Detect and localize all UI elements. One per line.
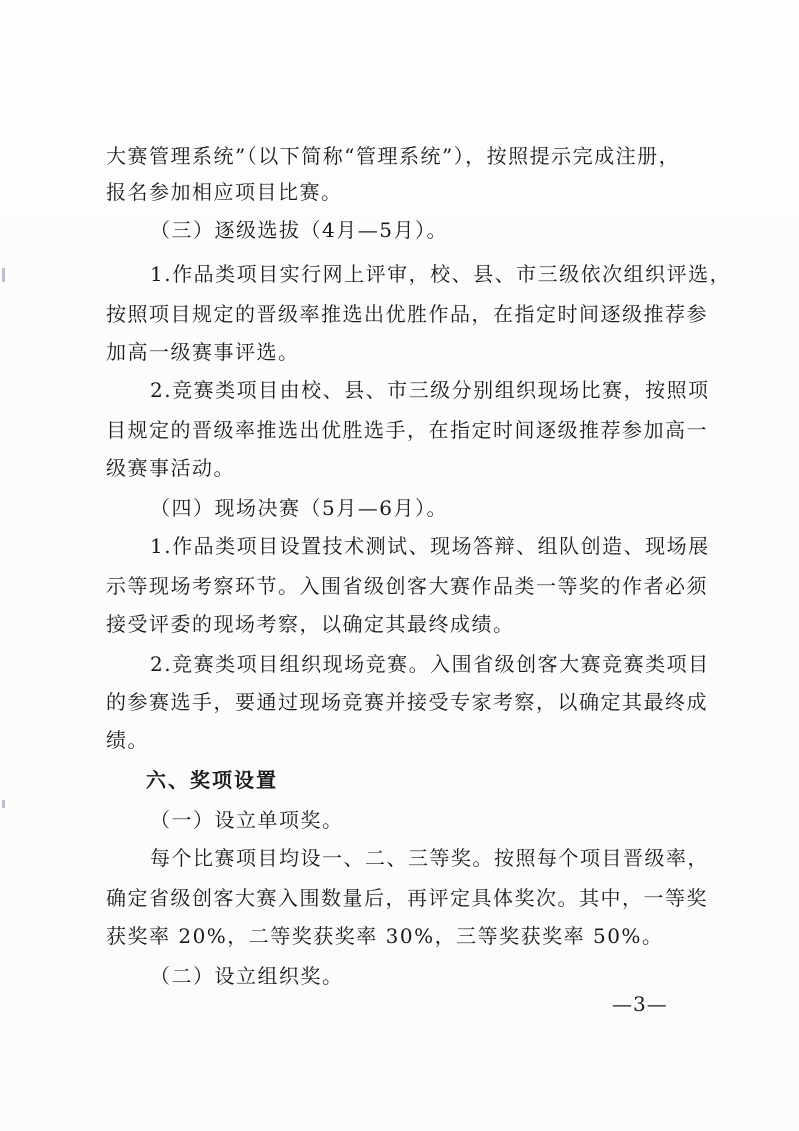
section-heading: （二）设立组织奖。 [150, 964, 344, 988]
section-heading: （三）逐级选拔（4月—5月）。 [150, 218, 448, 242]
scan-edge-mark [2, 268, 5, 282]
body-line: 大赛管理系统”（以下简称“管理系统”），按照提示完成注册， [106, 144, 681, 168]
section-heading: （四）现场决赛（5月—6月）。 [150, 496, 448, 520]
body-line: 的参赛选手，要通过现场竞赛并接受专家考察，以确定其最终成 [106, 690, 708, 714]
body-line: 级赛事活动。 [106, 456, 235, 480]
body-line: 2.竞赛类项目组织现场竞赛。入围省级创客大赛竞赛类项目 [150, 652, 710, 676]
scan-edge-mark [2, 800, 5, 808]
body-line: 报名参加相应项目比赛。 [106, 180, 343, 204]
body-line: 目规定的晋级率推选出优胜选手，在指定时间逐级推荐参加高一 [106, 418, 708, 442]
body-line: 1.作品类项目实行网上评审，校、县、市三级依次组织评选， [150, 262, 732, 286]
body-line: 确定省级创客大赛入围数量后，再评定具体奖次。其中，一等奖 [106, 886, 708, 910]
body-line: 2.竞赛类项目由校、县、市三级分别组织现场比赛，按照项 [150, 378, 710, 402]
body-line: 每个比赛项目均设一、二、三等奖。按照每个项目晋级率， [150, 846, 709, 870]
page-number: —3— [612, 992, 668, 1016]
chapter-heading: 六、奖项设置 [146, 768, 278, 792]
body-line: 按照项目规定的晋级率推选出优胜作品，在指定时间逐级推荐参 [106, 302, 708, 326]
body-line: 绩。 [106, 728, 149, 752]
body-line: 接受评委的现场考察，以确定其最终成绩。 [106, 612, 515, 636]
body-line: 获奖率 20%，二等奖获奖率 30%，三等奖获奖率 50%。 [106, 924, 664, 948]
body-line: 加高一级赛事评选。 [106, 340, 300, 364]
section-heading: （一）设立单项奖。 [150, 808, 344, 832]
body-line: 1.作品类项目设置技术测试、现场答辩、组队创造、现场展 [150, 534, 710, 558]
body-line: 示等现场考察环节。入围省级创客大赛作品类一等奖的作者必须 [106, 574, 708, 598]
